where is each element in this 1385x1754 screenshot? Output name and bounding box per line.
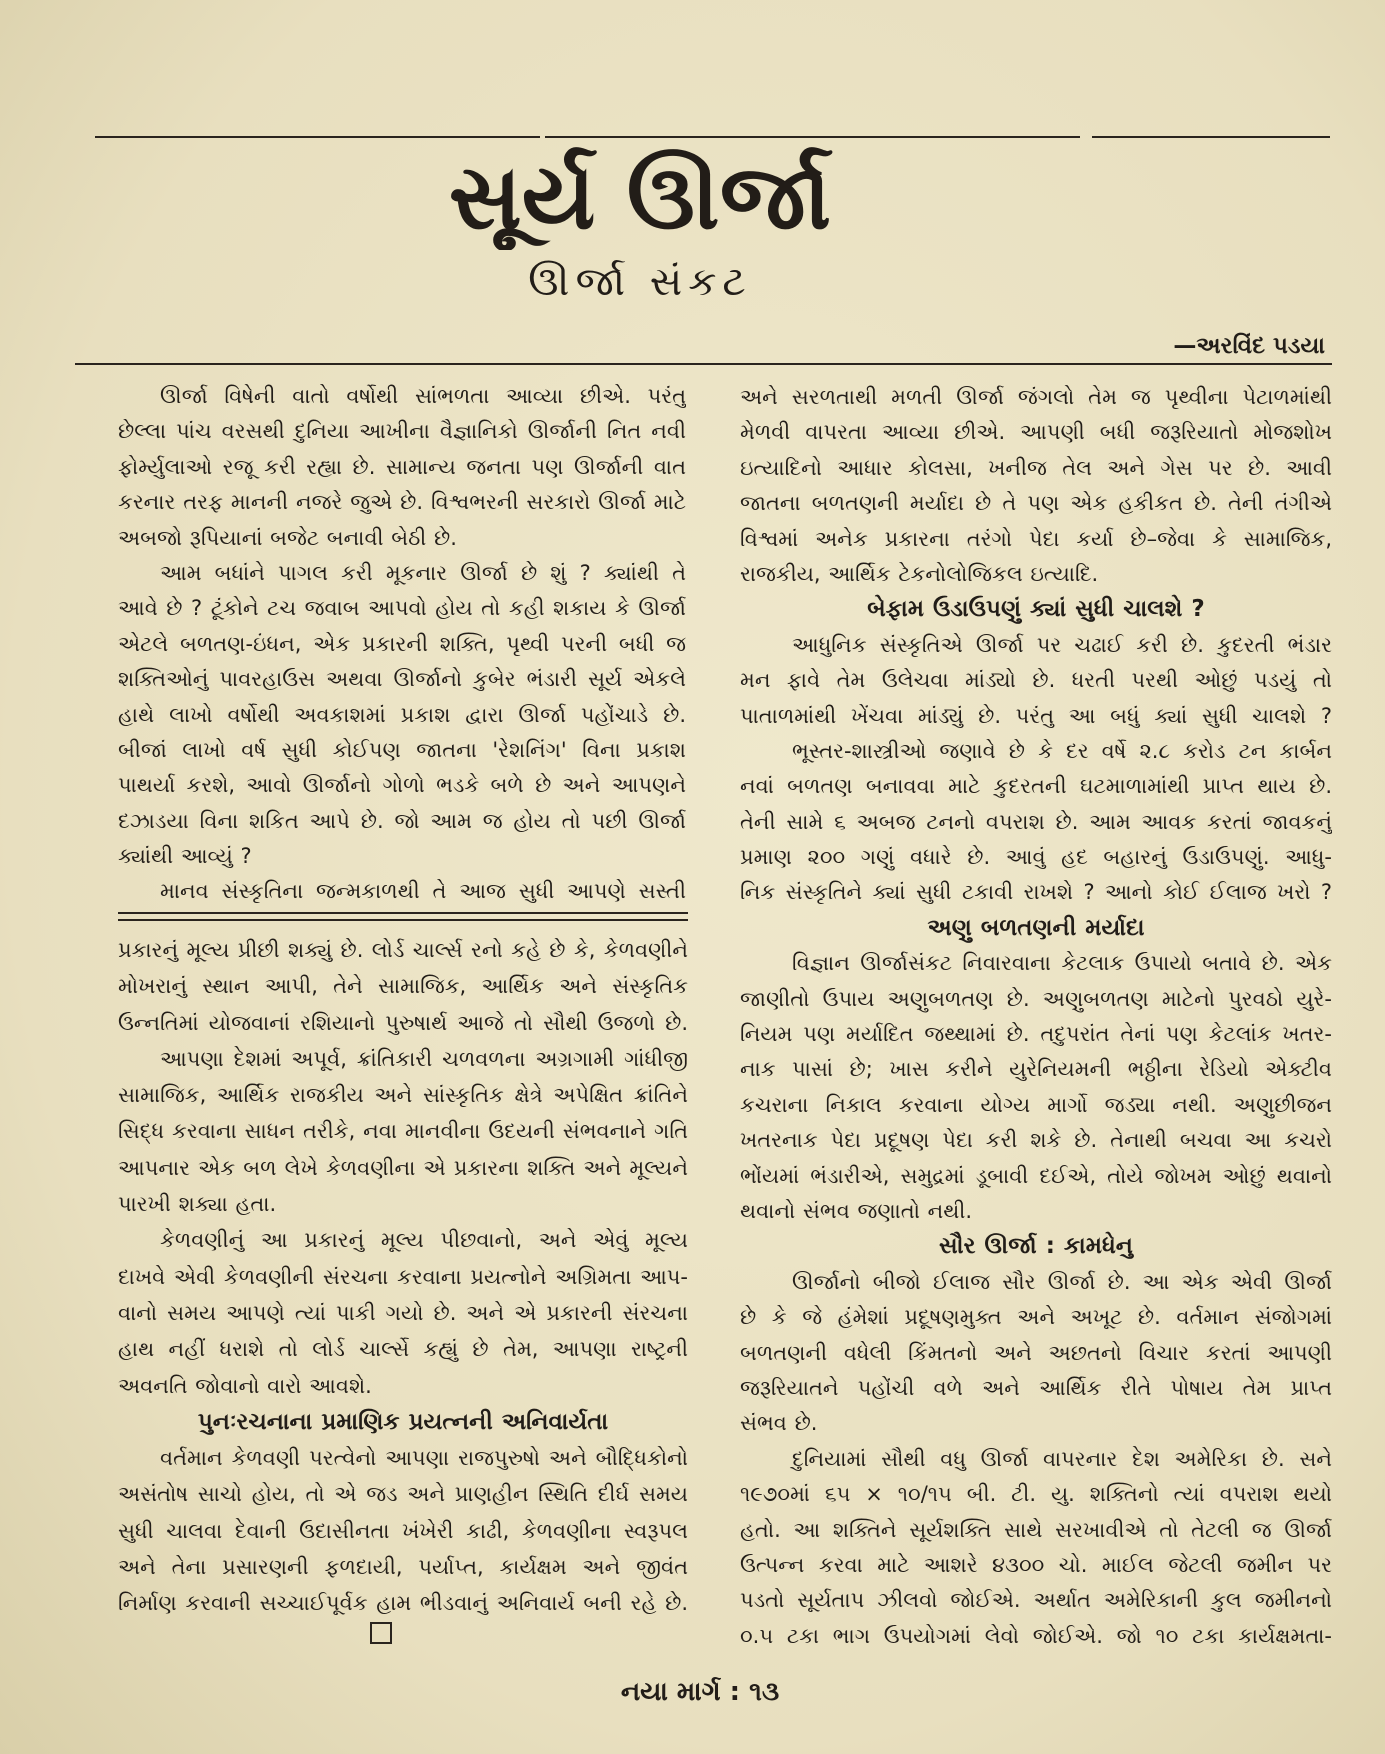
section-heading: બેફામ ઉડાઉપણું ક્યાં સુધી ચાલશે ? <box>867 596 1205 623</box>
text-line: છેલ્લા પાંચ વરસથી દુનિયા આખીના વૈજ્ઞાનિકો ઊર્જાની નિત નવી <box>118 419 686 444</box>
text-line: ઊર્જાનો બીજો ઈલાજ સૌર ઊર્જા છે. આ એક એવી ઊર્જા <box>792 1269 1332 1294</box>
text-line: નિક સંસ્કૃતિને ક્યાં સુધી ટકાવી રાખશે ? આનો કોઈ ઈલાજ ખરો ? <box>740 880 1332 905</box>
text-line: આપણા દેશમાં અપૂર્વ, ક્રાંતિકારી ચળવળના અગ્રગામી ગાંધીજી <box>160 1046 688 1071</box>
text-line: ઉત્પન્ન કરવા માટે આશરે ૪૩૦૦ ચો. માઈલ જેટલી જમીન પર <box>740 1552 1332 1577</box>
author-byline: —અરવિંદ પડયા <box>1173 333 1325 359</box>
column-left-bottom <box>118 932 688 1622</box>
text-line: હાથ નહીં ધરાશે તો લોર્ડ ચાર્લ્સે કહ્યું છે તેમ, આપણા રાષ્ટ્રની <box>118 1337 688 1362</box>
text-line: વર્તમાન કેળવણી પરત્વેનો આપણા રાજપુરુષો અને બૌદ્ધિકોનો <box>160 1446 688 1471</box>
article-title: સૂર્ય ઊર્જા <box>448 146 832 250</box>
text-line: પાથર્યા કરશે, આવો ઊર્જાનો ગોળો ભડકે બળે છે અને આપણને <box>118 773 686 798</box>
text-line: તેની સામે ૬ અબજ ટનનો વપરાશ છે. આમ આવક કરતાં જાવકનું <box>740 809 1332 834</box>
section-heading: અણુ બળતણની મર્યાદા <box>927 914 1145 941</box>
section-heading: પુનઃરચનાના પ્રમાણિક પ્રયત્નની અનિવાર્યતા <box>197 1408 609 1435</box>
text-line: બીજાં લાખો વર્ષ સુધી કોઈપણ જાતના 'રેશનિંગ' વિના પ્રકાશ <box>118 737 686 762</box>
top-rule-middle <box>545 136 1080 138</box>
text-line: ૧૯૭૦માં ૬૫ × ૧૦/૧૫ બી. ટી. યુ. શક્તિનો ત્યાં વપરાશ થયો <box>740 1482 1332 1507</box>
text-line: દઝાડયા વિના શકિત આપે છે. જો આમ જ હોય તો પછી ઊર્જા <box>118 808 686 833</box>
text-line: હતો. આ શક્તિને સૂર્યશક્તિ સાથે સરખાવીએ તો તેટલી જ ઊર્જા <box>740 1517 1332 1542</box>
text-line: સુધી ચાલવા દેવાની ઉદાસીનતા ખંખેરી કાઢી, કેળવણીના સ્વરૂપલ <box>118 1518 688 1543</box>
text-line: કેળવણીનું આ પ્રકારનું મૂલ્ય પીછવાનો, અને એવું મૂલ્ય <box>160 1228 688 1253</box>
text-line: સિદ્ધ કરવાના સાધન તરીકે, નવા માનવીના ઉદયની સંભવનાને ગતિ <box>118 1119 688 1144</box>
top-rule-left <box>95 136 540 138</box>
top-rule-right <box>1092 136 1330 138</box>
text-line: અબજો રૂપિયાનાં બજેટ બનાવી બેઠી છે. <box>118 525 457 550</box>
text-line: જરૂરિયાતને પહોંચી વળે અને આર્થિક રીતે પોષાય તેમ પ્રાપ્ત <box>740 1375 1332 1400</box>
text-line: નિર્માણ કરવાની સચ્ચાઈપૂર્વક હામ ભીડવાનું અનિવાર્ય બની રહે છે. <box>118 1591 688 1616</box>
text-line: હાથે લાખો વર્ષોથી અવકાશમાં પ્રકાશ દ્વારા ઊર્જા પહોંચાડે છે. <box>118 702 686 727</box>
end-mark-icon <box>370 1622 392 1644</box>
text-line: દુનિયામાં સૌથી વધુ ઊર્જા વાપરનાર દેશ અમેરિકા છે. સને <box>792 1446 1332 1471</box>
section-heading: સૌર ઊર્જા : કામધેનુ <box>939 1233 1133 1260</box>
text-line: અવનતિ જોવાનો વારો આવશે. <box>118 1373 372 1398</box>
text-line: શક્તિઓનું પાવરહાઉસ અથવા ઊર્જાનો કુબેર ભંડારી સૂર્ય એકલે <box>118 667 686 692</box>
left-double-rule-lower <box>118 919 688 921</box>
text-line: સંભવ છે. <box>740 1411 818 1436</box>
text-line: કચરાના નિકાલ કરવાના યોગ્ય માર્ગો જડ્યા નથી. અણુછીજન <box>740 1092 1332 1117</box>
text-line: મેળવી વાપરતા આવ્યા છીએ. આપણી બધી જરૂરિયાતો મોજશોખ <box>740 420 1332 445</box>
text-line: પ્રમાણ ૨૦૦ ગણું વધારે છે. આવું હદ બહારનું ઉડાઉપણું. આધુ- <box>740 845 1332 870</box>
text-line: છે કે જે હંમેશાં પ્રદૂષણમુક્ત અને અખૂટ છે. વર્તમાન સંજોગમાં <box>740 1305 1332 1330</box>
text-line: મન ફાવે તેમ ઉલેચવા માંડ્યો છે. ધરતી પરથી ઓછું પડયું તો <box>740 668 1332 693</box>
text-line: ફોર્મ્યુલાઓ રજૂ કરી રહ્યા છે. સામાન્ય જનતા પણ ઊર્જાની વાત <box>118 454 686 479</box>
text-line: ક્યાંથી આવ્યું ? <box>118 844 252 869</box>
text-line: પારખી શક્યા હતા. <box>118 1192 277 1217</box>
article-subtitle: ઊર્જા સંકટ <box>528 259 752 305</box>
text-line: ઇત્યાદિનો આધાર કોલસા, ખનીજ તેલ અને ગેસ પર છે. આવી <box>740 455 1332 480</box>
text-line: ઊર્જા વિષેની વાતો વર્ષોથી સાંભળતા આવ્યા છીએ. પરંતુ <box>160 384 686 408</box>
text-line: પ્રકારનું મૂલ્ય પ્રીછી શક્યું છે. લોર્ડ ચાર્લ્સ રનો કહે છે કે, કેળવણીને <box>118 938 688 962</box>
text-line: નિયમ પણ મર્યાદિત જથ્થામાં છે. તદુપરાંત તેનાં પણ કેટલાંક ખતર- <box>740 1022 1332 1047</box>
text-line: ભૂસ્તર-શાસ્ત્રીઓ જણાવે છે કે દર વર્ષે ૨.૮ કરોડ ટન કાર્બન <box>792 738 1332 763</box>
text-line: અને તેના પ્રસારણની ફળદાયી, પર્યાપ્ત, કાર્યક્ષમ અને જીવંત <box>118 1555 688 1580</box>
text-line: આમ બધાંને પાગલ કરી મૂકનાર ઊર્જા છે શું ? ક્યાંથી તે <box>160 560 686 585</box>
text-line: આપનાર એક બળ લેખે કેળવણીના એ પ્રકારના શક્તિ અને મૂલ્યને <box>118 1155 688 1180</box>
text-line: આવે છે ? ટૂંકોને ટચ જવાબ આપવો હોય તો કહી શકાય કે ઊર્જા <box>118 596 686 621</box>
text-line: વાનો સમય આપણે ત્યાં પાકી ગયો છે. અને એ પ્રકારની સંરચના <box>118 1300 688 1325</box>
text-line: મોખરાનું સ્થાન આપી, તેને સામાજિક, આર્થિક અને સંસ્કૃતિક <box>118 974 688 999</box>
text-line: રાજકીય, આર્થિક ટેકનોલોજિકલ ઇત્યાદિ. <box>740 561 1099 586</box>
text-line: થવાનો સંભવ જણાતો નથી. <box>740 1198 973 1223</box>
column-right <box>740 380 1332 1656</box>
column-left-top <box>118 379 686 911</box>
text-line: નાક પાસાં છે; ખાસ કરીને યુરેનિયમની ભઠ્ઠીના રેડિયો એક્ટીવ <box>740 1057 1332 1082</box>
text-line: સામાજિક, આર્થિક રાજકીય અને સાંસ્કૃતિક ક્ષેત્રે અપેક્ષિત ક્રાંતિને <box>118 1083 688 1108</box>
text-line: ૦.૫ ટકા ભાગ ઉપયોગમાં લેવો જોઈએ. જો ૧૦ ટકા કાર્યક્ષમતા- <box>740 1623 1332 1648</box>
text-line: એટલે બળતણ-ઇંધન, એક પ્રકારની શક્તિ, પૃથ્વી પરની બધી જ <box>118 631 686 656</box>
text-line: ઉન્નતિમાં યોજવાનાં રશિયાનો પુરુષાર્થ આજે તો સૌથી ઉજળો છે. <box>118 1010 688 1035</box>
footer-page-label: નયા માર્ગ : ૧૩ <box>620 1677 780 1707</box>
text-line: અસંતોષ સાચો હોય, તો એ જડ અને પ્રાણહીન સ્થિતિ દીર્ઘ સમય <box>118 1482 688 1507</box>
text-line: જાણીતો ઉપાય અણુબળતણ છે. અણુબળતણ માટેનો પુરવઠો યુરે- <box>740 986 1332 1011</box>
text-line: કરનાર તરફ માનની નજરે જુએ છે. વિશ્વભરની સરકારો ઊર્જા માટે <box>118 490 686 515</box>
text-line: ખતરનાક પેદા પ્રદૂષણ પેદા કરી શકે છે. તેનાથી બચવા આ કચરો <box>740 1128 1332 1153</box>
text-line: માનવ સંસ્કૃતિના જન્મકાળથી તે આજ સુધી આપણે સસ્તી <box>160 879 686 904</box>
text-line: આધુનિક સંસ્કૃતિએ ઊર્જા પર ચઢાઈ કરી છે. કુદરતી ભંડાર <box>792 632 1332 657</box>
left-double-rule-upper <box>118 912 688 914</box>
text-line: પડતો સૂર્યતાપ ઝીલવો જોઈએ. અર્થાત અમેરિકાની કુલ જમીનનો <box>740 1588 1332 1613</box>
text-line: નવાં બળતણ બનાવવા માટે કુદરતની ઘટમાળામાંથી પ્રાપ્ત થાય છે. <box>740 774 1332 799</box>
text-line: બળતણની વધેલી કિંમતનો અને અછતનો વિચાર કરતાં આપણી <box>740 1340 1332 1365</box>
header-bottom-rule <box>75 363 1332 365</box>
text-line: વિજ્ઞાન ઊર્જાસંકટ નિવારવાના કેટલાક ઉપાયો બતાવે છે. એક <box>792 951 1332 976</box>
text-line: પાતાળમાંથી ખેંચવા માંડ્યું છે. પરંતુ આ બધું ક્યાં સુધી ચાલશે ? <box>740 703 1332 728</box>
text-line: અને સરળતાથી મળતી ઊર્જા જંગલો તેમ જ પૃથ્વીના પેટાળમાંથી <box>740 385 1332 409</box>
text-line: જાતના બળતણની મર્યાદા છે તે પણ એક હકીકત છે. તેની તંગીએ <box>740 491 1332 516</box>
text-line: દાખવે એવી કેળવણીની સંરચના કરવાના પ્રયત્નોને અગ્રિમતા આપ- <box>118 1264 688 1289</box>
text-line: ભોંયમાં ભંડારીએ, સમુદ્રમાં ડૂબાવી દઈએ, તોયે જોખમ ઓછું થવાનો <box>740 1163 1332 1188</box>
text-line: વિશ્વમાં અનેક પ્રકારના તરંગો પેદા કર્યા છે–જેવા કે સામાજિક, <box>740 526 1332 551</box>
